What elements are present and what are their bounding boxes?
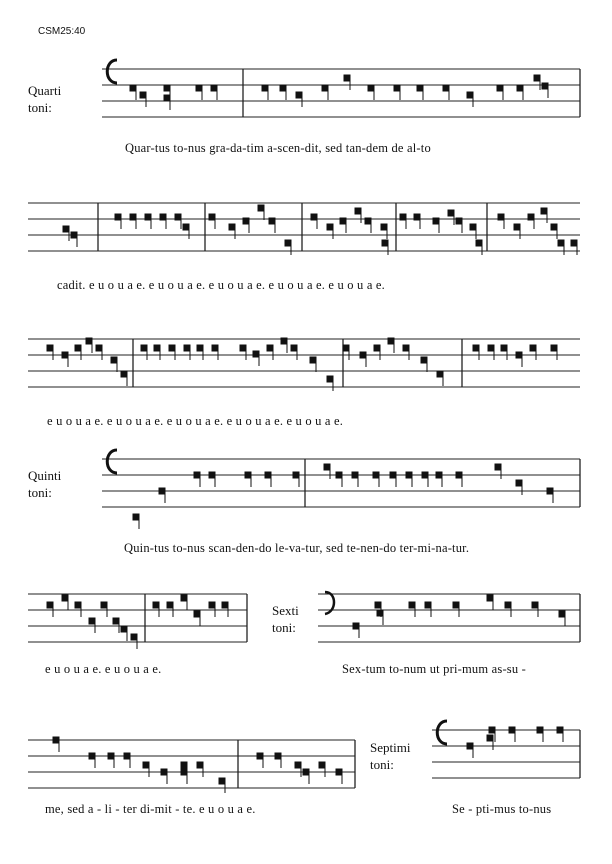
note-punctum: [253, 351, 260, 358]
note-punctum: [154, 345, 161, 352]
note-punctum: [53, 737, 60, 744]
c-clef-icon: [107, 450, 117, 473]
note-punctum: [324, 464, 331, 471]
note-punctum: [194, 611, 201, 618]
note-punctum: [229, 224, 236, 231]
note-punctum: [219, 778, 226, 785]
note-punctum: [303, 769, 310, 776]
note-punctum: [281, 338, 288, 345]
note-punctum: [534, 75, 541, 82]
note-punctum: [501, 345, 508, 352]
lyric-line: cadit. e u o u a e. e u o u a e. e u o u a e. e u o u a e. e u o u a e.: [57, 278, 385, 292]
note-punctum: [197, 345, 204, 352]
lyric-line: me, sed a - li - ter di-mit - te. e u o u a e.: [45, 802, 256, 816]
note-punctum: [293, 472, 300, 479]
note-punctum: [222, 602, 229, 609]
note-punctum: [453, 602, 460, 609]
note-punctum: [489, 727, 496, 734]
note-punctum: [196, 85, 203, 92]
note-punctum: [322, 85, 329, 92]
note-punctum: [541, 208, 548, 215]
note-punctum: [267, 345, 274, 352]
note-punctum: [382, 240, 389, 247]
note-punctum: [394, 85, 401, 92]
note-punctum: [456, 472, 463, 479]
c-clef-icon: [107, 60, 117, 83]
note-punctum: [352, 472, 359, 479]
note-punctum: [194, 472, 201, 479]
note-punctum: [175, 214, 182, 221]
note-punctum: [96, 345, 103, 352]
mode-label-line: Quinti: [28, 468, 62, 483]
note-punctum: [275, 753, 282, 760]
note-punctum: [115, 214, 122, 221]
note-punctum: [86, 338, 93, 345]
lyric-line: e u o u a e. e u o u a e. e u o u a e. e u o u a e. e u o u a e.: [47, 414, 344, 428]
note-punctum: [47, 345, 54, 352]
mode-label-line: Quarti: [28, 83, 62, 98]
lyric-line: Quar-tus to-nus gra-da-tim a-scen-dit, sed tan-dem de al-to: [125, 141, 431, 155]
note-punctum: [265, 472, 272, 479]
note-punctum: [63, 226, 70, 233]
note-punctum: [211, 85, 218, 92]
note-punctum: [257, 753, 264, 760]
note-punctum: [169, 345, 176, 352]
note-punctum: [130, 85, 137, 92]
note-punctum: [75, 345, 82, 352]
note-punctum: [167, 602, 174, 609]
note-punctum: [497, 85, 504, 92]
note-punctum: [161, 769, 168, 776]
note-punctum: [495, 464, 502, 471]
note-punctum: [262, 85, 269, 92]
note-punctum: [559, 611, 566, 618]
mode-label-line: toni:: [28, 100, 52, 115]
note-punctum: [530, 345, 537, 352]
note-punctum: [181, 762, 188, 769]
note-punctum: [360, 352, 367, 359]
note-punctum: [113, 618, 120, 625]
note-punctum: [374, 345, 381, 352]
note-punctum: [365, 218, 372, 225]
note-punctum: [71, 232, 78, 239]
note-punctum: [403, 345, 410, 352]
note-punctum: [448, 210, 455, 217]
note-punctum: [487, 735, 494, 742]
note-punctum: [121, 626, 128, 633]
lyric-line: Sex-tum to-num ut pri-mum as-su -: [342, 662, 527, 676]
note-punctum: [181, 595, 188, 602]
note-punctum: [291, 345, 298, 352]
mode-label-line: Septimi: [370, 740, 411, 755]
note-punctum: [181, 769, 188, 776]
c-clef-icon: [437, 721, 447, 744]
note-punctum: [160, 214, 167, 221]
note-punctum: [400, 214, 407, 221]
note-punctum: [311, 214, 318, 221]
note-punctum: [551, 345, 558, 352]
note-punctum: [47, 602, 54, 609]
note-punctum: [140, 92, 147, 99]
note-punctum: [164, 95, 171, 102]
note-punctum: [505, 602, 512, 609]
note-punctum: [373, 472, 380, 479]
note-punctum: [436, 472, 443, 479]
note-punctum: [336, 769, 343, 776]
note-punctum: [557, 727, 564, 734]
note-punctum: [528, 214, 535, 221]
note-punctum: [375, 602, 382, 609]
note-punctum: [422, 472, 429, 479]
note-punctum: [327, 376, 334, 383]
note-punctum: [197, 762, 204, 769]
note-punctum: [517, 85, 524, 92]
note-punctum: [473, 345, 480, 352]
note-punctum: [310, 357, 317, 364]
note-punctum: [571, 240, 578, 247]
note-punctum: [101, 602, 108, 609]
note-punctum: [245, 472, 252, 479]
note-punctum: [390, 472, 397, 479]
note-punctum: [164, 85, 171, 92]
note-punctum: [487, 595, 494, 602]
note-punctum: [340, 218, 347, 225]
note-punctum: [467, 743, 474, 750]
note-punctum: [130, 214, 137, 221]
note-punctum: [425, 602, 432, 609]
note-punctum: [344, 75, 351, 82]
note-punctum: [467, 92, 474, 99]
mode-label-line: Sexti: [272, 603, 299, 618]
note-punctum: [209, 472, 216, 479]
note-punctum: [551, 224, 558, 231]
note-punctum: [295, 762, 302, 769]
note-punctum: [131, 634, 138, 641]
note-punctum: [75, 602, 82, 609]
mode-label-line: toni:: [370, 757, 394, 772]
note-punctum: [280, 85, 287, 92]
note-punctum: [470, 224, 477, 231]
note-punctum: [509, 727, 516, 734]
note-punctum: [296, 92, 303, 99]
note-punctum: [209, 602, 216, 609]
note-punctum: [143, 762, 150, 769]
note-punctum: [542, 83, 549, 90]
note-punctum: [381, 224, 388, 231]
note-punctum: [184, 345, 191, 352]
note-punctum: [409, 602, 416, 609]
mode-label-line: toni:: [28, 485, 52, 500]
note-punctum: [212, 345, 219, 352]
note-punctum: [108, 753, 115, 760]
note-punctum: [368, 85, 375, 92]
note-punctum: [514, 224, 521, 231]
note-punctum: [89, 618, 96, 625]
note-punctum: [269, 218, 276, 225]
note-punctum: [62, 595, 69, 602]
note-punctum: [124, 753, 131, 760]
lyric-line: Se - pti-mus to-nus: [452, 802, 552, 816]
note-punctum: [414, 214, 421, 221]
note-punctum: [547, 488, 554, 495]
note-punctum: [343, 345, 350, 352]
note-punctum: [377, 610, 384, 617]
note-punctum: [319, 762, 326, 769]
note-punctum: [498, 214, 505, 221]
note-punctum: [421, 357, 428, 364]
note-punctum: [258, 205, 265, 212]
note-punctum: [417, 85, 424, 92]
note-punctum: [336, 472, 343, 479]
note-punctum: [145, 214, 152, 221]
note-punctum: [153, 602, 160, 609]
note-punctum: [285, 240, 292, 247]
note-punctum: [141, 345, 148, 352]
lyric-line: e u o u a e. e u o u a e.: [45, 662, 162, 676]
note-punctum: [62, 352, 69, 359]
note-punctum: [121, 371, 128, 378]
note-punctum: [159, 488, 166, 495]
note-punctum: [133, 514, 140, 521]
note-punctum: [433, 218, 440, 225]
note-punctum: [243, 218, 250, 225]
note-punctum: [476, 240, 483, 247]
note-punctum: [406, 472, 413, 479]
note-punctum: [532, 602, 539, 609]
note-punctum: [353, 623, 360, 630]
note-punctum: [111, 357, 118, 364]
note-punctum: [437, 371, 444, 378]
note-punctum: [240, 345, 247, 352]
note-punctum: [183, 224, 190, 231]
note-punctum: [516, 480, 523, 487]
page-reference: CSM25:40: [38, 26, 86, 37]
note-punctum: [355, 208, 362, 215]
note-punctum: [537, 727, 544, 734]
mode-label-line: toni:: [272, 620, 296, 635]
f-clef-icon: [325, 592, 334, 614]
note-punctum: [443, 85, 450, 92]
note-punctum: [456, 218, 463, 225]
note-punctum: [327, 224, 334, 231]
note-punctum: [558, 240, 565, 247]
note-punctum: [209, 214, 216, 221]
note-punctum: [516, 352, 523, 359]
lyric-line: Quin-tus to-nus scan-den-do le-va-tur, sed te-nen-do ter-mi-na-tur.: [124, 541, 470, 555]
note-punctum: [488, 345, 495, 352]
note-punctum: [388, 338, 395, 345]
note-punctum: [89, 753, 96, 760]
